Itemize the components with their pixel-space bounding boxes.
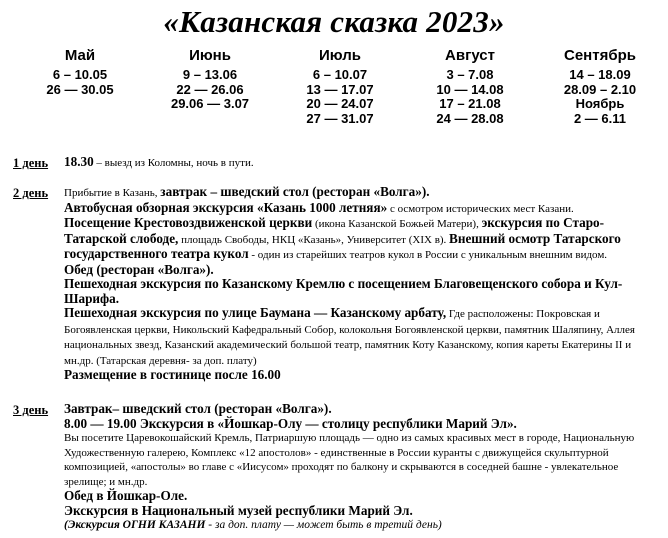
month-name: Июль xyxy=(319,47,361,64)
bauman-tour-note: (Татарская деревня- за доп. плату) xyxy=(93,354,257,367)
theatre-text: - один из старейших театров кукол в России с уникальным внешним видом. xyxy=(248,249,608,261)
date-range: 28.09 – 2.10 xyxy=(563,81,637,97)
month-column-september xyxy=(540,46,660,126)
date-range: 20 — 24.07 xyxy=(306,96,374,111)
bauman-line xyxy=(64,306,644,368)
month-column-may xyxy=(20,46,140,126)
tour-line xyxy=(64,201,644,217)
church-visit-text: (икона Казанской Божьей Матери), xyxy=(312,218,482,230)
theatre-title: Внешний осмотр Татарского государственного театра кукол xyxy=(64,230,621,261)
breakfast-line xyxy=(64,402,644,417)
date-range: 2 — 6.11 xyxy=(573,110,627,126)
tour-dates-table xyxy=(20,46,660,126)
date-range: 13 — 17.07 xyxy=(306,81,374,97)
sloboda-tour-title: экскурсия по Старо-Татарской слободе, xyxy=(64,215,605,246)
month-name: Июнь xyxy=(189,47,231,64)
date-range: 9 – 13.06 xyxy=(182,67,238,82)
lunch-line xyxy=(64,263,644,278)
date-range: 22 — 26.06 xyxy=(176,81,244,97)
city-tour-text: с осмотром исторических мест Казани. xyxy=(387,202,574,215)
lunch-text: Обед в Йошкар-Оле. xyxy=(64,488,188,503)
city-tour-title: Автобусная обзорная экскурсия «Казань 1000 летняя» xyxy=(64,199,388,215)
day-label: 3 день xyxy=(13,403,49,417)
hotel-text: Размещение в гостинице после 16.00 xyxy=(64,367,281,382)
departure-time: 18.30 xyxy=(64,154,94,169)
page-title: «Казанская сказка 2023» xyxy=(163,4,505,39)
hotel-line xyxy=(64,368,644,383)
yoshkar-line xyxy=(64,417,644,432)
date-range: 17 – 21.08 xyxy=(439,96,501,111)
month-column-june xyxy=(150,46,270,126)
date-range: 3 – 7.08 xyxy=(446,67,494,82)
yoshkar-tour-title: 8.00 — 19.00 Экскурсия в «Йошкар-Олу — столицу республики Марий Эл». xyxy=(64,415,517,431)
arrival-text: Прибытие в Казань, xyxy=(64,187,161,199)
breakfast-text: завтрак – шведский стол (ресторан «Волга»). xyxy=(160,184,430,199)
day3-text xyxy=(64,402,644,533)
breakfast-text: Завтрак– шведский стол (ресторан «Волга»). xyxy=(64,401,332,416)
day2-text xyxy=(64,185,644,383)
museum-tour-text: Экскурсия в Национальный музей республики Марий Эл. xyxy=(64,502,413,518)
arrival-line xyxy=(64,185,644,201)
month-name: Сентябрь xyxy=(564,47,636,64)
date-range: 10 — 14.08 xyxy=(436,81,504,97)
kremlin-tour-text: Пешеходная экскурсия по Казанскому Кремлю с посещением Благовещенского собора и Кул-Шарифа. xyxy=(64,276,623,306)
church-visit-title: Посещение Крестовоздвиженской церкви xyxy=(64,215,313,230)
lunch-line xyxy=(64,489,644,504)
day1-text xyxy=(64,155,644,171)
sloboda-tour-text: площадь Свободы, НКЦ «Казань», Университет (XIX в). xyxy=(178,233,450,246)
month-name: Май xyxy=(64,47,96,64)
month-column-july xyxy=(280,46,400,126)
visit-line xyxy=(64,216,644,263)
bauman-tour-title: Пешеходная экскурсия по улице Баумана — Казанскому арбату, xyxy=(64,305,447,320)
date-range: 6 – 10.05 xyxy=(52,67,108,82)
date-range: 27 — 31.07 xyxy=(306,110,374,126)
day-label: 1 день xyxy=(13,156,49,170)
bauman-tour-text: Где расположены: Покровская и Богоявленская церкви, Никольский Кафедральный Собор, колокольня Богоявленской церкви, памятник Шаляпину, Аллея национальных звезд, Казанский академический большой театр, памятник Коту Казанскому, копия кареты Екатерины II и мн.др. xyxy=(64,308,635,367)
optional-tour-title: (Экскурсия ОГНИ КАЗАНИ xyxy=(64,519,206,531)
departure-text: – выезд из Коломны, ночь в пути. xyxy=(93,157,254,169)
lunch-text: Обед (ресторан «Волга»). xyxy=(64,261,214,277)
date-range: 6 – 10.07 xyxy=(312,67,368,82)
date-range: 14 – 18.09 xyxy=(569,67,631,82)
month-name: Август xyxy=(445,47,495,64)
kremlin-line xyxy=(64,277,644,306)
month-name-november: Ноябрь xyxy=(575,96,625,111)
optional-tour-note xyxy=(64,518,644,533)
date-range: 26 — 30.05 xyxy=(46,81,114,97)
date-range: 24 — 28.08 xyxy=(436,110,504,126)
yoshkar-description: Вы посетите Царевокошайский Кремль, Патриаршую площадь — одно из самых красивых мест в городе, Национальную Художественную галерею, Комплекс «12 апостолов» - единственные в России куранты с движущейся скульптурной композицией, «апостолы» во главе с «Иисусом» проходят по балкону и скрываются в соседней башне - увлекательное зрелище; и мн.др. xyxy=(64,432,635,488)
date-range: 29.06 — 3.07 xyxy=(170,96,250,111)
day-label: 2 день xyxy=(13,186,49,200)
month-column-august xyxy=(410,46,530,126)
optional-tour-text: - за доп. плату — может быть в третий день) xyxy=(205,519,442,531)
museum-line xyxy=(64,504,644,519)
